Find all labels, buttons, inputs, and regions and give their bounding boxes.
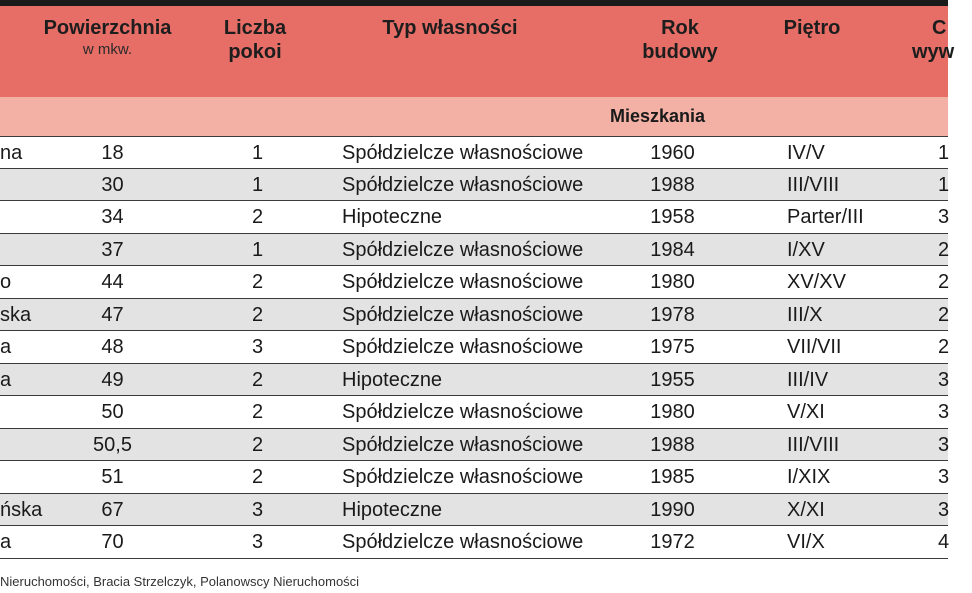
- cell-location: ska: [0, 303, 32, 326]
- section-header: [0, 97, 948, 136]
- table-row: [0, 526, 948, 559]
- cell-price: 3: [938, 206, 950, 228]
- cell-ownership-type: Spółdzielcze własnościowe: [342, 142, 584, 164]
- cell-location: na: [0, 142, 23, 164]
- cell-floor: III/VIII: [787, 173, 840, 196]
- cell-rooms: 2: [251, 303, 264, 326]
- header-area-title: Powierzchnia: [43, 17, 172, 39]
- cell-rooms: 2: [251, 401, 264, 423]
- cell-floor: VI/X: [787, 531, 825, 553]
- cell-area: 50,5: [93, 433, 132, 456]
- cell-build-year: 1988: [650, 433, 695, 456]
- cell-ownership-type: Spółdzielcze własnościowe: [342, 336, 584, 358]
- table-row: [0, 494, 948, 527]
- cell-rooms: 2: [251, 433, 264, 456]
- header-floor: [772, 16, 852, 40]
- cell-build-year: 1958: [650, 206, 695, 228]
- cell-area: 51: [101, 466, 124, 488]
- cell-price: 2: [938, 271, 950, 293]
- cell-rooms: 3: [251, 336, 264, 358]
- cell-rooms: 2: [251, 368, 264, 391]
- header-floor-title: Piętro: [783, 17, 841, 39]
- table-row: [0, 429, 948, 462]
- cell-rooms: 2: [251, 271, 264, 293]
- cell-price: 3: [938, 498, 950, 521]
- cell-build-year: 1988: [650, 173, 695, 196]
- cell-ownership-type: Spółdzielcze własnościowe: [342, 303, 584, 326]
- header-price-line1: C: [932, 17, 947, 39]
- cell-floor: Parter/III: [787, 206, 864, 228]
- cell-area: 70: [101, 531, 124, 553]
- cell-ownership-type: Spółdzielcze własnościowe: [342, 271, 584, 293]
- cell-floor: III/X: [787, 303, 823, 326]
- cell-area: 48: [101, 336, 124, 358]
- table-body: [0, 136, 948, 559]
- cell-area: 50: [101, 401, 124, 423]
- table-header: [0, 6, 955, 97]
- cell-price: 2: [938, 303, 950, 326]
- header-rooms-line1: Liczba: [223, 17, 287, 39]
- cell-build-year: 1980: [650, 271, 695, 293]
- table-row: [0, 266, 948, 299]
- cell-ownership-type: Spółdzielcze własnościowe: [342, 466, 584, 488]
- cell-ownership-type: Hipoteczne: [342, 368, 443, 391]
- table-row: [0, 299, 948, 332]
- cell-location: a: [0, 336, 12, 358]
- table-row: [0, 331, 948, 364]
- table-row: [0, 461, 948, 494]
- cell-location: a: [0, 531, 12, 553]
- table-row: [0, 201, 948, 234]
- cell-area: 37: [101, 238, 124, 261]
- header-price: [912, 16, 972, 64]
- cell-area: 30: [101, 173, 124, 196]
- header-year-line2: budowy: [642, 41, 718, 63]
- cell-build-year: 1990: [650, 498, 695, 521]
- cell-price: 2: [938, 336, 950, 358]
- cell-ownership-type: Spółdzielcze własnościowe: [342, 433, 584, 456]
- cell-ownership-type: Spółdzielcze własnościowe: [342, 238, 584, 261]
- cell-area: 47: [101, 303, 124, 326]
- cell-build-year: 1978: [650, 303, 695, 326]
- cell-build-year: 1955: [650, 368, 695, 391]
- cell-area: 34: [101, 206, 124, 228]
- cell-rooms: 2: [251, 466, 264, 488]
- header-rooms-line2: pokoi: [228, 41, 282, 63]
- cell-price: 1: [938, 142, 950, 164]
- cell-ownership-type: Hipoteczne: [342, 206, 443, 228]
- cell-location: o: [0, 271, 12, 293]
- cell-price: 3: [938, 433, 950, 456]
- header-type: [370, 16, 530, 40]
- header-year: [630, 16, 730, 64]
- cell-ownership-type: Hipoteczne: [342, 498, 443, 521]
- cell-floor: XV/XV: [787, 271, 846, 293]
- cell-price: 3: [938, 466, 950, 488]
- cell-floor: IV/V: [787, 142, 825, 164]
- cell-floor: III/IV: [787, 368, 829, 391]
- cell-ownership-type: Spółdzielcze własnościowe: [342, 531, 584, 553]
- cell-location: ńska: [0, 498, 43, 521]
- cell-build-year: 1985: [650, 466, 695, 488]
- cell-price: 3: [938, 368, 950, 391]
- cell-floor: V/XI: [787, 401, 825, 423]
- cell-ownership-type: Spółdzielcze własnościowe: [342, 173, 584, 196]
- cell-rooms: 2: [251, 206, 264, 228]
- cell-floor: VII/VII: [787, 336, 842, 358]
- table-row: [0, 234, 948, 267]
- cell-location: a: [0, 368, 12, 391]
- cell-build-year: 1980: [650, 401, 695, 423]
- cell-area: 18: [101, 142, 124, 164]
- header-year-line1: Rok: [661, 17, 699, 39]
- table-row: [0, 396, 948, 429]
- cell-floor: X/XI: [787, 498, 825, 521]
- header-type-title: Typ własności: [382, 17, 518, 39]
- header-price-line2: wyw: [912, 41, 955, 63]
- section-label: Mieszkania: [610, 106, 706, 126]
- header-area: [40, 16, 175, 60]
- cell-build-year: 1984: [650, 238, 695, 261]
- source-note: Nieruchomości, Bracia Strzelczyk, Polanowscy Nieruchomości: [0, 574, 360, 589]
- cell-build-year: 1960: [650, 142, 695, 164]
- cell-price: 4: [938, 531, 950, 553]
- cell-area: 67: [101, 498, 124, 521]
- cell-rooms: 1: [251, 173, 264, 196]
- header-area-unit: w mkw.: [82, 41, 133, 58]
- cell-price: 3: [938, 401, 950, 423]
- cell-build-year: 1972: [650, 531, 695, 553]
- cell-price: 1: [938, 173, 950, 196]
- cell-ownership-type: Spółdzielcze własnościowe: [342, 401, 584, 423]
- cell-rooms: 3: [251, 531, 264, 553]
- table-row: [0, 364, 948, 397]
- cell-area: 49: [101, 368, 124, 391]
- header-rooms: [210, 16, 300, 64]
- cell-rooms: 1: [251, 142, 264, 164]
- cell-floor: III/VIII: [787, 433, 840, 456]
- cell-area: 44: [101, 271, 124, 293]
- cell-rooms: 1: [251, 238, 264, 261]
- cell-build-year: 1975: [650, 336, 695, 358]
- table-row: [0, 169, 948, 202]
- cell-price: 2: [938, 238, 950, 261]
- cell-floor: I/XIX: [787, 466, 831, 488]
- cell-rooms: 3: [251, 498, 264, 521]
- table-row: [0, 136, 948, 169]
- cell-floor: I/XV: [787, 238, 825, 261]
